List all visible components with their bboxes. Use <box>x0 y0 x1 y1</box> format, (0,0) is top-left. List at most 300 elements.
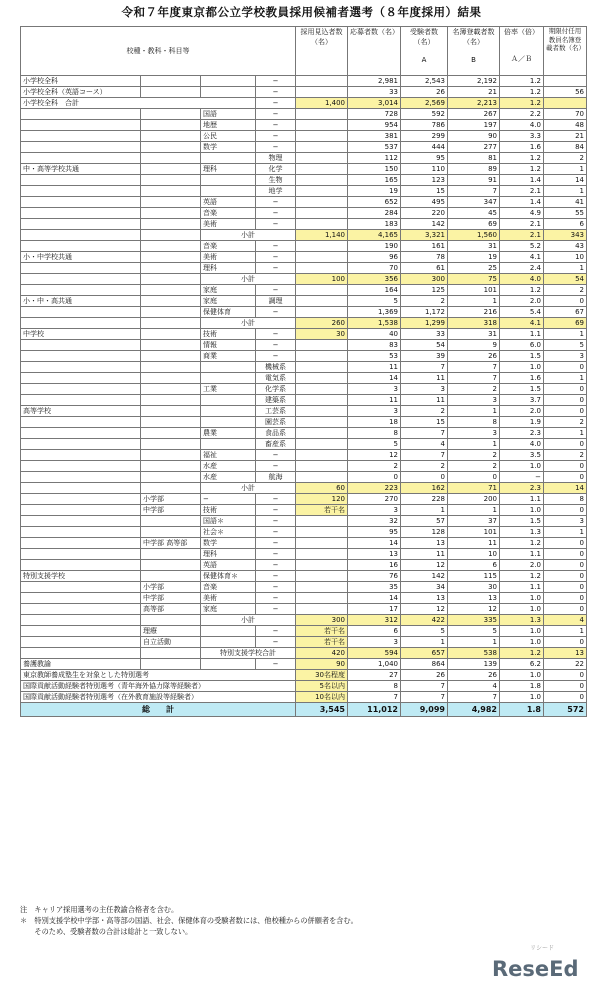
cell-term: 1 <box>544 373 587 384</box>
cell-l3: 美術 <box>201 219 256 230</box>
cell-ratio: 1.4 <box>500 175 544 186</box>
cell-l3 <box>201 637 256 648</box>
cell-exam: 1 <box>401 505 448 516</box>
cell-exam: 4 <box>401 439 448 450</box>
cell-term: 67 <box>544 307 587 318</box>
cell-pass: 4 <box>448 681 500 692</box>
cell-l2 <box>141 175 201 186</box>
cell-pass: 30 <box>448 582 500 593</box>
cell-planned <box>296 76 348 87</box>
cell-app: 112 <box>348 153 401 164</box>
cell-app: 6 <box>348 626 401 637</box>
cell-l4: 化学 <box>256 164 296 175</box>
cell-exam: 592 <box>401 109 448 120</box>
cell-l1 <box>21 483 141 494</box>
cell-l4: 建築系 <box>256 395 296 406</box>
cell-l4: − <box>256 131 296 142</box>
cell-ratio: 5.4 <box>500 307 544 318</box>
cell-l1: 小・中・高共通 <box>21 296 141 307</box>
table-row <box>21 626 587 637</box>
cell-l1 <box>21 142 141 153</box>
cell-planned: 60 <box>296 483 348 494</box>
cell-planned <box>296 450 348 461</box>
cell-l1: 小学校全科（英語コース） <box>21 87 141 98</box>
cell-pass: 200 <box>448 494 500 505</box>
cell-planned <box>296 164 348 175</box>
cell-app: 356 <box>348 274 401 285</box>
cell-l4: − <box>256 197 296 208</box>
cell-planned <box>296 153 348 164</box>
cell-l3 <box>201 87 256 98</box>
header-applicants: 応募者数（名） <box>348 27 401 76</box>
cell-l3: 農業 <box>201 428 256 439</box>
header-row <box>21 27 587 76</box>
cell-planned <box>296 461 348 472</box>
cell-l1 <box>21 307 141 318</box>
cell-l4: − <box>256 285 296 296</box>
cell-term: 41 <box>544 197 587 208</box>
cell-l2 <box>141 395 201 406</box>
cell-l3 <box>201 626 256 637</box>
cell-l2 <box>141 296 201 307</box>
cell-pass: 12 <box>448 604 500 615</box>
cell-app: 14 <box>348 373 401 384</box>
cell-pass: 7 <box>448 362 500 373</box>
total-examinees: 9,099 <box>401 703 448 717</box>
cell-ratio: 1.1 <box>500 494 544 505</box>
cell-ratio: 1.0 <box>500 637 544 648</box>
table-row <box>21 648 587 659</box>
cell-l2 <box>141 142 201 153</box>
cell-planned <box>296 549 348 560</box>
cell-exam: 1,299 <box>401 318 448 329</box>
cell-ratio: 2.3 <box>500 428 544 439</box>
cell-app: 1,040 <box>348 659 401 670</box>
cell-pass: 2 <box>448 461 500 472</box>
cell-exam: 61 <box>401 263 448 274</box>
cell-l1 <box>21 340 141 351</box>
cell-l1 <box>21 263 141 274</box>
cell-l2 <box>141 527 201 538</box>
cell-exam: 26 <box>401 87 448 98</box>
cell-term: 4 <box>544 615 587 626</box>
cell-l4: − <box>256 329 296 340</box>
cell-l4: − <box>256 505 296 516</box>
cell-pass: 26 <box>448 351 500 362</box>
cell-l2 <box>141 340 201 351</box>
cell-l4: 園芸系 <box>256 417 296 428</box>
total-row <box>21 703 587 717</box>
total-term: 572 <box>544 703 587 717</box>
cell-term: 10 <box>544 252 587 263</box>
cell-l3: 美術 <box>201 593 256 604</box>
cell-term <box>544 76 587 87</box>
cell-app: 70 <box>348 263 401 274</box>
cell-exam: 2,543 <box>401 76 448 87</box>
cell-l2 <box>141 318 201 329</box>
cell-pass: 13 <box>448 593 500 604</box>
cell-pass: 71 <box>448 483 500 494</box>
cell-l1 <box>21 131 141 142</box>
cell-ratio: 2.0 <box>500 406 544 417</box>
cell-ratio: 4.1 <box>500 318 544 329</box>
cell-exam: 7 <box>401 450 448 461</box>
cell-l3 <box>201 406 256 417</box>
cell-planned: 若干名 <box>296 505 348 516</box>
table-row <box>21 395 587 406</box>
cell-term: 1 <box>544 263 587 274</box>
cell-pass: 1 <box>448 296 500 307</box>
cell-planned <box>296 197 348 208</box>
cell-app: 3 <box>348 384 401 395</box>
cell-exam: 2 <box>401 461 448 472</box>
cell-pass: 1 <box>448 406 500 417</box>
cell-ratio: 1.5 <box>500 351 544 362</box>
cell-exam: 78 <box>401 252 448 263</box>
cell-l3: 工業 <box>201 384 256 395</box>
cell-term: 2 <box>544 417 587 428</box>
cell-l2 <box>141 153 201 164</box>
cell-l4: − <box>256 659 296 670</box>
cell-l4: − <box>256 263 296 274</box>
cell-ratio: 1.2 <box>500 648 544 659</box>
cell-ratio: 1.0 <box>500 692 544 703</box>
cell-planned <box>296 120 348 131</box>
cell-term: 0 <box>544 384 587 395</box>
header-ratio: 倍率（倍） Ａ／Ｂ <box>500 27 544 76</box>
cell-l1 <box>21 593 141 604</box>
cell-l1 <box>21 175 141 186</box>
cell-exam: 299 <box>401 131 448 142</box>
cell-exam: 15 <box>401 417 448 428</box>
table-row <box>21 131 587 142</box>
cell-l4: − <box>256 252 296 263</box>
cell-app: 537 <box>348 142 401 153</box>
cell-l3: 英語 <box>201 197 256 208</box>
cell-planned: 5名以内 <box>296 681 348 692</box>
cell-l4: − <box>256 538 296 549</box>
cell-exam: 422 <box>401 615 448 626</box>
total-applicants: 11,012 <box>348 703 401 717</box>
cell-planned <box>296 109 348 120</box>
cell-l1 <box>21 285 141 296</box>
cell-ratio: 1.4 <box>500 197 544 208</box>
cell-app: 223 <box>348 483 401 494</box>
table-row <box>21 76 587 87</box>
cell-l1 <box>21 604 141 615</box>
cell-l2 <box>141 263 201 274</box>
cell-l1 <box>21 450 141 461</box>
cell-planned <box>296 417 348 428</box>
cell-l3: 技術 <box>201 329 256 340</box>
cell-app: 1,538 <box>348 318 401 329</box>
cell-l2: 高等部 <box>141 604 201 615</box>
cell-l4: − <box>256 120 296 131</box>
cell-ratio: 1.5 <box>500 384 544 395</box>
table-row <box>21 175 587 186</box>
table-row <box>21 560 587 571</box>
cell-app: 12 <box>348 450 401 461</box>
cell-l4: − <box>256 626 296 637</box>
resed-logo <box>490 938 588 984</box>
table-row <box>21 219 587 230</box>
cell-l4: 食品系 <box>256 428 296 439</box>
cell-l3: 家庭 <box>201 604 256 615</box>
cell-exam: 786 <box>401 120 448 131</box>
cell-l2 <box>141 109 201 120</box>
cell-term: 1 <box>544 527 587 538</box>
cell-app: 312 <box>348 615 401 626</box>
cell-l4: − <box>256 582 296 593</box>
table-row <box>21 637 587 648</box>
cell-app: 18 <box>348 417 401 428</box>
cell-l1 <box>21 560 141 571</box>
table-row <box>21 252 587 263</box>
cell-pass: 25 <box>448 263 500 274</box>
cell-l2 <box>141 417 201 428</box>
total-ratio: 1.8 <box>500 703 544 717</box>
cell-app: 0 <box>348 472 401 483</box>
cell-l3: 社会＊ <box>201 527 256 538</box>
cell-l3: 数学 <box>201 142 256 153</box>
cell-l4: 畜産系 <box>256 439 296 450</box>
cell-app: 11 <box>348 395 401 406</box>
note-line: 注 キャリア採用選考の主任教諭合格者を含む。 <box>20 905 179 914</box>
cell-l2 <box>141 549 201 560</box>
cell-ratio: 2.0 <box>500 560 544 571</box>
cell-l1 <box>21 318 141 329</box>
cell-pass: 101 <box>448 285 500 296</box>
cell-l1 <box>21 626 141 637</box>
header-planned: 採用見込者数（名） <box>296 27 348 76</box>
table-row <box>21 318 587 329</box>
cell-pass: 21 <box>448 87 500 98</box>
cell-planned <box>296 395 348 406</box>
cell-app: 594 <box>348 648 401 659</box>
cell-l4: − <box>256 450 296 461</box>
cell-planned <box>296 142 348 153</box>
cell-planned <box>296 186 348 197</box>
cell-pass: 347 <box>448 197 500 208</box>
cell-exam: 220 <box>401 208 448 219</box>
cell-pass: 277 <box>448 142 500 153</box>
cell-l3: 理科 <box>201 549 256 560</box>
cell-ratio: 3.5 <box>500 450 544 461</box>
cell-planned: 10名以内 <box>296 692 348 703</box>
cell-planned <box>296 252 348 263</box>
cell-pass: 197 <box>448 120 500 131</box>
cell-l1 <box>21 120 141 131</box>
cell-exam: 7 <box>401 681 448 692</box>
cell-planned: 420 <box>296 648 348 659</box>
cell-ratio: 1.0 <box>500 593 544 604</box>
cell-pass: 1 <box>448 505 500 516</box>
cell-l2 <box>141 197 201 208</box>
cell-app: 2 <box>348 461 401 472</box>
cell-pass: 1,560 <box>448 230 500 241</box>
cell-app: 16 <box>348 560 401 571</box>
cell-l3 <box>201 439 256 450</box>
cell-term: 0 <box>544 637 587 648</box>
cell-planned <box>296 208 348 219</box>
cell-l4: − <box>256 87 296 98</box>
cell-l4: − <box>256 351 296 362</box>
cell-pass: 2,192 <box>448 76 500 87</box>
cell-pass: 1 <box>448 637 500 648</box>
logo-sub: リシード <box>530 945 555 952</box>
cell-l4: 化学系 <box>256 384 296 395</box>
cell-exam: 3,321 <box>401 230 448 241</box>
cell-app: 1,369 <box>348 307 401 318</box>
cell-l4: 地学 <box>256 186 296 197</box>
cell-ratio: 1.1 <box>500 582 544 593</box>
table-row <box>21 692 587 703</box>
table-row <box>21 120 587 131</box>
cell-ratio: 6.0 <box>500 340 544 351</box>
table-row <box>21 87 587 98</box>
cell-l1: 国際貢献活動経験者特別選考（青年海外協力隊等経験者） <box>21 681 296 692</box>
cell-ratio: 1.5 <box>500 516 544 527</box>
cell-app: 33 <box>348 87 401 98</box>
cell-l3: 家庭 <box>201 296 256 307</box>
cell-pass: 69 <box>448 219 500 230</box>
table-row <box>21 582 587 593</box>
cell-l2 <box>141 285 201 296</box>
cell-pass: 7 <box>448 692 500 703</box>
cell-pass: 19 <box>448 252 500 263</box>
cell-app: 7 <box>348 692 401 703</box>
cell-app: 8 <box>348 428 401 439</box>
cell-app: 11 <box>348 362 401 373</box>
cell-ratio: 1.2 <box>500 538 544 549</box>
cell-ratio: 1.2 <box>500 571 544 582</box>
cell-planned: 1,140 <box>296 230 348 241</box>
cell-l1: 特別支援学校 <box>21 571 141 582</box>
cell-l3: 特別支援学校合計 <box>201 648 296 659</box>
cell-term: 14 <box>544 175 587 186</box>
cell-l4: 航海 <box>256 472 296 483</box>
cell-l1 <box>21 549 141 560</box>
cell-term: 0 <box>544 406 587 417</box>
cell-ratio: 2.4 <box>500 263 544 274</box>
cell-l1 <box>21 615 141 626</box>
cell-exam: 12 <box>401 560 448 571</box>
cell-pass: 45 <box>448 208 500 219</box>
table-row <box>21 604 587 615</box>
cell-l1 <box>21 395 141 406</box>
cell-ratio: 4.0 <box>500 274 544 285</box>
cell-planned <box>296 340 348 351</box>
cell-app: 3 <box>348 406 401 417</box>
cell-app: 40 <box>348 329 401 340</box>
cell-exam: 495 <box>401 197 448 208</box>
cell-l1 <box>21 197 141 208</box>
cell-exam: 57 <box>401 516 448 527</box>
cell-term: 3 <box>544 351 587 362</box>
footnotes <box>20 904 580 937</box>
cell-term: 0 <box>544 571 587 582</box>
cell-ratio: 1.0 <box>500 626 544 637</box>
cell-l1: 養護教諭 <box>21 659 141 670</box>
cell-planned <box>296 582 348 593</box>
cell-l2 <box>141 362 201 373</box>
cell-l4: − <box>256 219 296 230</box>
cell-app: 13 <box>348 549 401 560</box>
cell-l3: 小計 <box>201 318 296 329</box>
cell-planned <box>296 219 348 230</box>
cell-ratio: 4.0 <box>500 120 544 131</box>
logo-text: ReseEd <box>492 957 579 981</box>
cell-app: 183 <box>348 219 401 230</box>
cell-app: 652 <box>348 197 401 208</box>
cell-l3 <box>201 76 256 87</box>
cell-term: 55 <box>544 208 587 219</box>
cell-planned <box>296 351 348 362</box>
cell-planned: 120 <box>296 494 348 505</box>
cell-pass: 5 <box>448 626 500 637</box>
cell-term: 6 <box>544 219 587 230</box>
cell-term: 1 <box>544 428 587 439</box>
cell-l1: 小学校全科 <box>21 76 141 87</box>
cell-ratio: 3.7 <box>500 395 544 406</box>
cell-l4: − <box>256 307 296 318</box>
cell-l1 <box>21 527 141 538</box>
cell-l4: − <box>256 208 296 219</box>
cell-app: 190 <box>348 241 401 252</box>
cell-pass: 1 <box>448 439 500 450</box>
cell-ratio: 1.1 <box>500 549 544 560</box>
table-row <box>21 593 587 604</box>
cell-ratio: − <box>500 472 544 483</box>
cell-l4: 物理 <box>256 153 296 164</box>
cell-ratio: 4.1 <box>500 252 544 263</box>
header-category: 校種・教科・科目等 <box>21 27 296 76</box>
cell-exam: 123 <box>401 175 448 186</box>
cell-term: 1 <box>544 626 587 637</box>
cell-app: 2,981 <box>348 76 401 87</box>
cell-planned <box>296 362 348 373</box>
cell-l3: 保健体育＊ <box>201 571 256 582</box>
cell-exam: 12 <box>401 604 448 615</box>
cell-ratio: 1.3 <box>500 615 544 626</box>
cell-planned <box>296 472 348 483</box>
cell-planned: 90 <box>296 659 348 670</box>
cell-l3 <box>201 417 256 428</box>
cell-exam: 300 <box>401 274 448 285</box>
cell-l3 <box>201 373 256 384</box>
cell-pass: 2 <box>448 384 500 395</box>
cell-planned: 1,400 <box>296 98 348 109</box>
header-examinees: 受験者数（名） A <box>401 27 448 76</box>
cell-ratio: 1.2 <box>500 164 544 175</box>
cell-l3: 水産 <box>201 472 256 483</box>
table-row <box>21 164 587 175</box>
cell-pass: 3 <box>448 395 500 406</box>
cell-l3: 国語 <box>201 109 256 120</box>
cell-ratio: 1.2 <box>500 153 544 164</box>
cell-planned: 若干名 <box>296 637 348 648</box>
cell-exam: 13 <box>401 538 448 549</box>
cell-l2: 中学部 <box>141 505 201 516</box>
cell-planned: 30名程度 <box>296 670 348 681</box>
cell-l1: 東京教師養成塾生を対象とした特別選考 <box>21 670 296 681</box>
cell-pass: 115 <box>448 571 500 582</box>
table-row <box>21 439 587 450</box>
cell-exam: 142 <box>401 219 448 230</box>
cell-app: 14 <box>348 593 401 604</box>
cell-pass: 37 <box>448 516 500 527</box>
cell-app: 164 <box>348 285 401 296</box>
